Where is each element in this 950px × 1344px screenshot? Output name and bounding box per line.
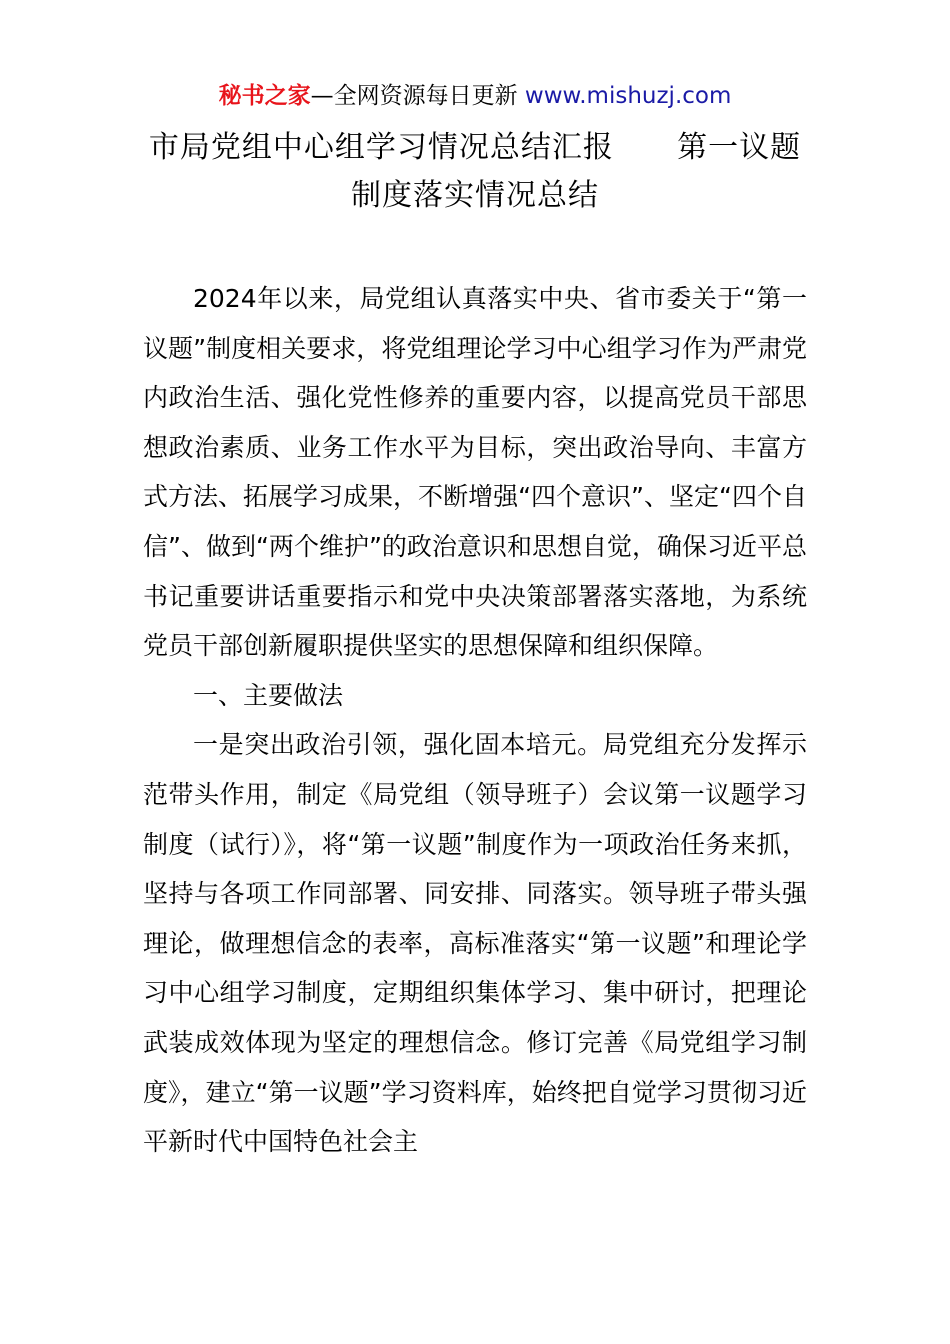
- site-url-link[interactable]: www.mishuzj.com: [524, 83, 732, 109]
- site-tagline: —全网资源每日更新: [310, 83, 518, 109]
- title-line-2: 制度落实情况总结: [351, 178, 599, 213]
- section-heading: 一、主要做法: [193, 680, 344, 710]
- title-line-1: 市局党组中心组学习情况总结汇报 第一议题: [148, 130, 802, 165]
- site-name: 秘书之家: [218, 83, 311, 109]
- first-measure-paragraph: 一是突出政治引领，强化固本培元。局党组充分发挥示范带头作用，制定《局党组（领导班子）会议第一议题学习制度（试行）》，将“第一议题”制度作为一项政治任务来抓，坚持与各项工作同部署、同安排、同落实。领导班子带头强理论，做理想信念的表率，高标准落实“第一议题”和理论学习中心组学习制度，定期组织集体学习、集中研讨，把理论武装成效体现为坚定的理想信念。修订完善《局党组学习制度》，建立“第一议题”学习资料库，始终把自觉学习贯彻习近平新时代中国特色社会主: [143, 730, 807, 1157]
- document-title: [100, 124, 850, 220]
- intro-paragraph: 2024年以来，局党组认真落实中央、省市委关于“第一议题”制度相关要求，将党组理论学习中心组学习作为严肃党内政治生活、强化党性修养的重要内容，以提高党员干部思想政治素质、业务工作水平为目标，突出政治导向、丰富方式方法、拓展学习成果，不断增强“四个意识”、坚定“四个自信”、做到“两个维护”的政治意识和思想自觉，确保习近平总书记重要讲话重要指示和党中央决策部署落实落地，为系统党员干部创新履职提供坚实的思想保障和组织保障。: [143, 284, 807, 661]
- site-header: [0, 78, 950, 114]
- document-body: [143, 274, 807, 1167]
